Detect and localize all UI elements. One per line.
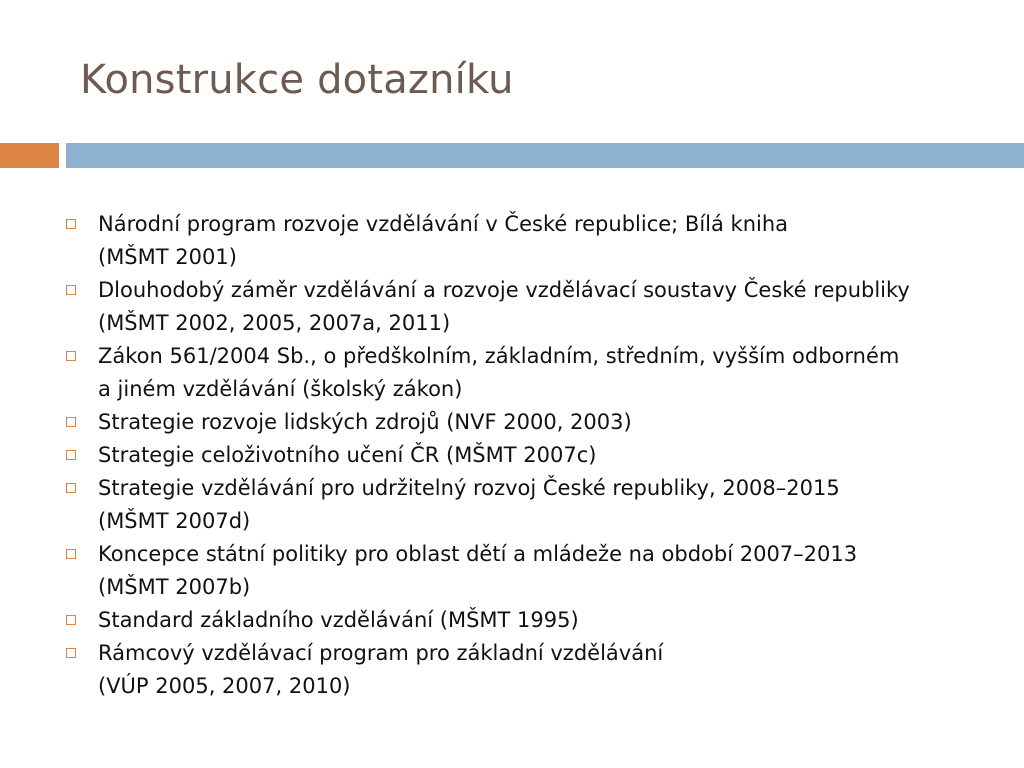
- slide-title: Konstrukce dotazníku: [80, 57, 514, 103]
- square-bullet-icon: [66, 219, 76, 229]
- list-item: [64, 208, 1004, 274]
- title-rule-bar: [66, 143, 1024, 168]
- list-item-text: Koncepce státní politiky pro oblast dětí a mládeže na období 2007–2013: [98, 542, 858, 566]
- list-item-text: Zákon 561/2004 Sb., o předškolním, základním, středním, vyšším odborném: [98, 344, 900, 368]
- square-bullet-icon: [66, 417, 76, 427]
- list-item-text: Dlouhodobý záměr vzdělávání a rozvoje vzdělávací soustavy České republiky: [98, 278, 910, 302]
- list-item: [64, 340, 1004, 406]
- list-item-text: Národní program rozvoje vzdělávání v České republice; Bílá kniha: [98, 212, 789, 236]
- list-item-text: (MŠMT 2007d): [98, 509, 251, 533]
- list-item: [64, 604, 1004, 637]
- square-bullet-icon: [66, 648, 76, 658]
- list-item: [64, 637, 1004, 703]
- square-bullet-icon: [66, 351, 76, 361]
- square-bullet-icon: [66, 483, 76, 493]
- square-bullet-icon: [66, 285, 76, 295]
- square-bullet-icon: [66, 549, 76, 559]
- list-item: [64, 274, 1004, 340]
- list-item: [64, 406, 1004, 439]
- list-item-text: Rámcový vzdělávací program pro základní vzdělávání: [98, 641, 664, 665]
- list-item: [64, 439, 1004, 472]
- list-item-text: (MŠMT 2007b): [98, 575, 251, 599]
- list-item-text: Standard základního vzdělávání (MŠMT 1995): [98, 608, 579, 632]
- square-bullet-icon: [66, 450, 76, 460]
- list-item-text: Strategie celoživotního učení ČR (MŠMT 2007c): [98, 443, 597, 467]
- list-item-text: (VÚP 2005, 2007, 2010): [98, 674, 351, 698]
- list-item-text: Strategie vzdělávání pro udržitelný rozvoj České republiky, 2008–2015: [98, 476, 840, 500]
- square-bullet-icon: [66, 615, 76, 625]
- list-item-text: (MŠMT 2001): [98, 245, 237, 269]
- bullet-list: [64, 208, 1004, 703]
- list-item-text: a jiném vzdělávání (školský zákon): [98, 377, 463, 401]
- title-accent-bar: [0, 143, 59, 168]
- list-item-text: (MŠMT 2002, 2005, 2007a, 2011): [98, 311, 451, 335]
- list-item: [64, 538, 1004, 604]
- list-item: [64, 472, 1004, 538]
- list-item-text: Strategie rozvoje lidských zdrojů (NVF 2000, 2003): [98, 410, 632, 434]
